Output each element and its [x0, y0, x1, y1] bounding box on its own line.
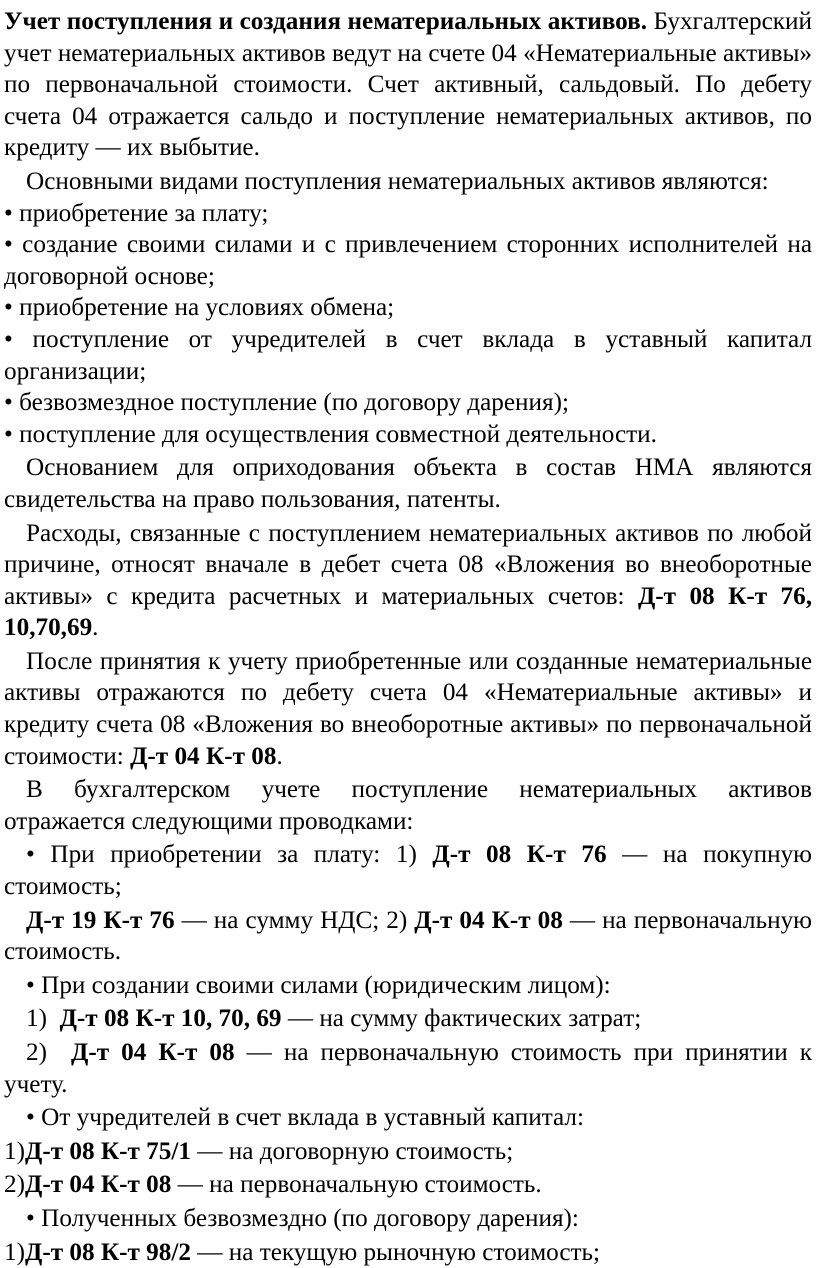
acceptance-end: . — [276, 742, 283, 770]
purchase-text-2: — на сумму НДС; 2) — [174, 906, 415, 934]
founders-line-1 — [4, 1136, 812, 1168]
self-created-text-2: — на первоначальную стоимость при принятии к учету. — [4, 1039, 812, 1098]
founders-entry-1: Д-т 08 К-т 75/1 — [24, 1137, 191, 1165]
postings-lead: В бухгалтерском учете поступление нематериальных активов отражается следующими проводками: — [4, 776, 812, 835]
gratuitous-line-1 — [4, 1237, 812, 1268]
purchase-entry-3: Д-т 04 К-т 08 — [414, 906, 563, 934]
purchase-text-3: — на первоначальную стоимость. — [4, 906, 812, 966]
types-lead: Основными видами поступления нематериальных активов являются: — [26, 167, 769, 195]
types-item-1 — [4, 198, 812, 230]
acceptance-text: После принятия к учету приобретенные или созданные нематериальные активы отражаются по дебету счета 04 «Нематериальные активы» и кредиту счета 08 «Вложения во внеоборотные активы» по первоначальной стоимости: — [4, 647, 812, 770]
expenses-text: Расходы, связанные с поступлением нематериальных активов по любой причине, относят вначале в дебет счета 08 «Вложения во внеоборотные активы» с кредита расчетных и материальных счетов: — [4, 519, 812, 610]
types-item-2 — [4, 229, 812, 292]
purchase-lead: При приобретении за плату: 1) — [34, 841, 433, 869]
self-created-number-2: 2) — [26, 1039, 47, 1066]
self-created-line-1 — [4, 1003, 812, 1035]
self-created-lead — [4, 970, 812, 1002]
gratuitous-number-1: 1) — [4, 1238, 25, 1266]
expenses-entry: Д-т 08 К-т 76, 10,70,69 — [4, 582, 812, 642]
intro-text: Бухгалтерский учет нематериальных активов ведут на счете 04 «Нематериальные активы» по первоначальной стоимости. Счет активный, сальдовый. По дебету счета 04 отражается сальдо и поступление нематериальных активов, по кредиту — их выбытие. — [4, 8, 812, 162]
expenses-paragraph — [4, 518, 812, 644]
self-created-lead-text: При создании своими силами (юридическим лицом): — [34, 971, 611, 999]
expenses-end: . — [92, 614, 99, 642]
types-item-4 — [4, 324, 812, 387]
founders-number-2: 2) — [4, 1171, 25, 1199]
purchase-text-1: — на покупную стоимость; — [4, 841, 812, 901]
founders-text-1: — на договорную стоимость; — [190, 1137, 514, 1165]
basis-paragraph: Основанием для оприходования объекта в состав НМА являются свидетельства на право пользования, патенты. — [4, 454, 812, 513]
types-item-5 — [4, 387, 812, 419]
intro-paragraph — [4, 6, 812, 164]
purchase-paragraph-2 — [4, 905, 812, 968]
types-item-3-text: приобретение на условиях обмена; — [19, 294, 395, 322]
founders-entry-2: Д-т 04 К-т 08 — [24, 1171, 172, 1199]
types-item-1-text: приобретение за плату; — [19, 199, 269, 227]
gratuitous-entry-1: Д-т 08 К-т 98/2 — [24, 1238, 191, 1266]
purchase-entry-1: Д-т 08 К-т 76 — [432, 841, 607, 869]
intro-heading: Учет поступления и создания нематериальных активов. — [4, 8, 648, 35]
self-created-text-1: — на сумму фактических затрат; — [281, 1005, 642, 1033]
self-created-line-2 — [4, 1037, 812, 1100]
types-item-6 — [4, 419, 812, 451]
acceptance-entry: Д-т 04 К-т 08 — [130, 742, 277, 770]
self-created-entry-1: Д-т 08 К-т 10, 70, 69 — [59, 1005, 282, 1033]
founders-line-2 — [4, 1169, 812, 1201]
acceptance-paragraph — [4, 646, 812, 772]
gratuitous-text-1: — на текущую рыночную стоимость; — [190, 1238, 601, 1266]
gratuitous-lead — [4, 1203, 812, 1235]
self-created-entry-2: Д-т 04 К-т 08 — [71, 1039, 235, 1066]
types-item-5-text: безвозмездное поступление (по договору дарения); — [19, 389, 569, 417]
purchase-entry-2: Д-т 19 К-т 76 — [26, 906, 175, 934]
founders-text-2: — на первоначальную стоимость. — [171, 1171, 542, 1199]
founders-lead-text: От учредителей в счет вклада в уставный капитал: — [34, 1104, 584, 1132]
gratuitous-lead-text: Полученных безвозмездно (по договору дарения): — [34, 1204, 579, 1232]
types-item-4-text: поступление от учредителей в счет вклада в уставный капитал организации; — [4, 325, 813, 385]
founders-number-1: 1) — [4, 1137, 25, 1165]
types-item-2-text: создание своими силами и с привлечением сторонних исполнителей на договорной основе; — [4, 231, 812, 290]
founders-lead — [4, 1102, 812, 1134]
types-item-6-text: поступление для осуществления совместной деятельности. — [19, 420, 657, 448]
purchase-paragraph — [4, 839, 812, 902]
self-created-number-1: 1) — [26, 1005, 47, 1033]
types-item-3 — [4, 292, 812, 324]
